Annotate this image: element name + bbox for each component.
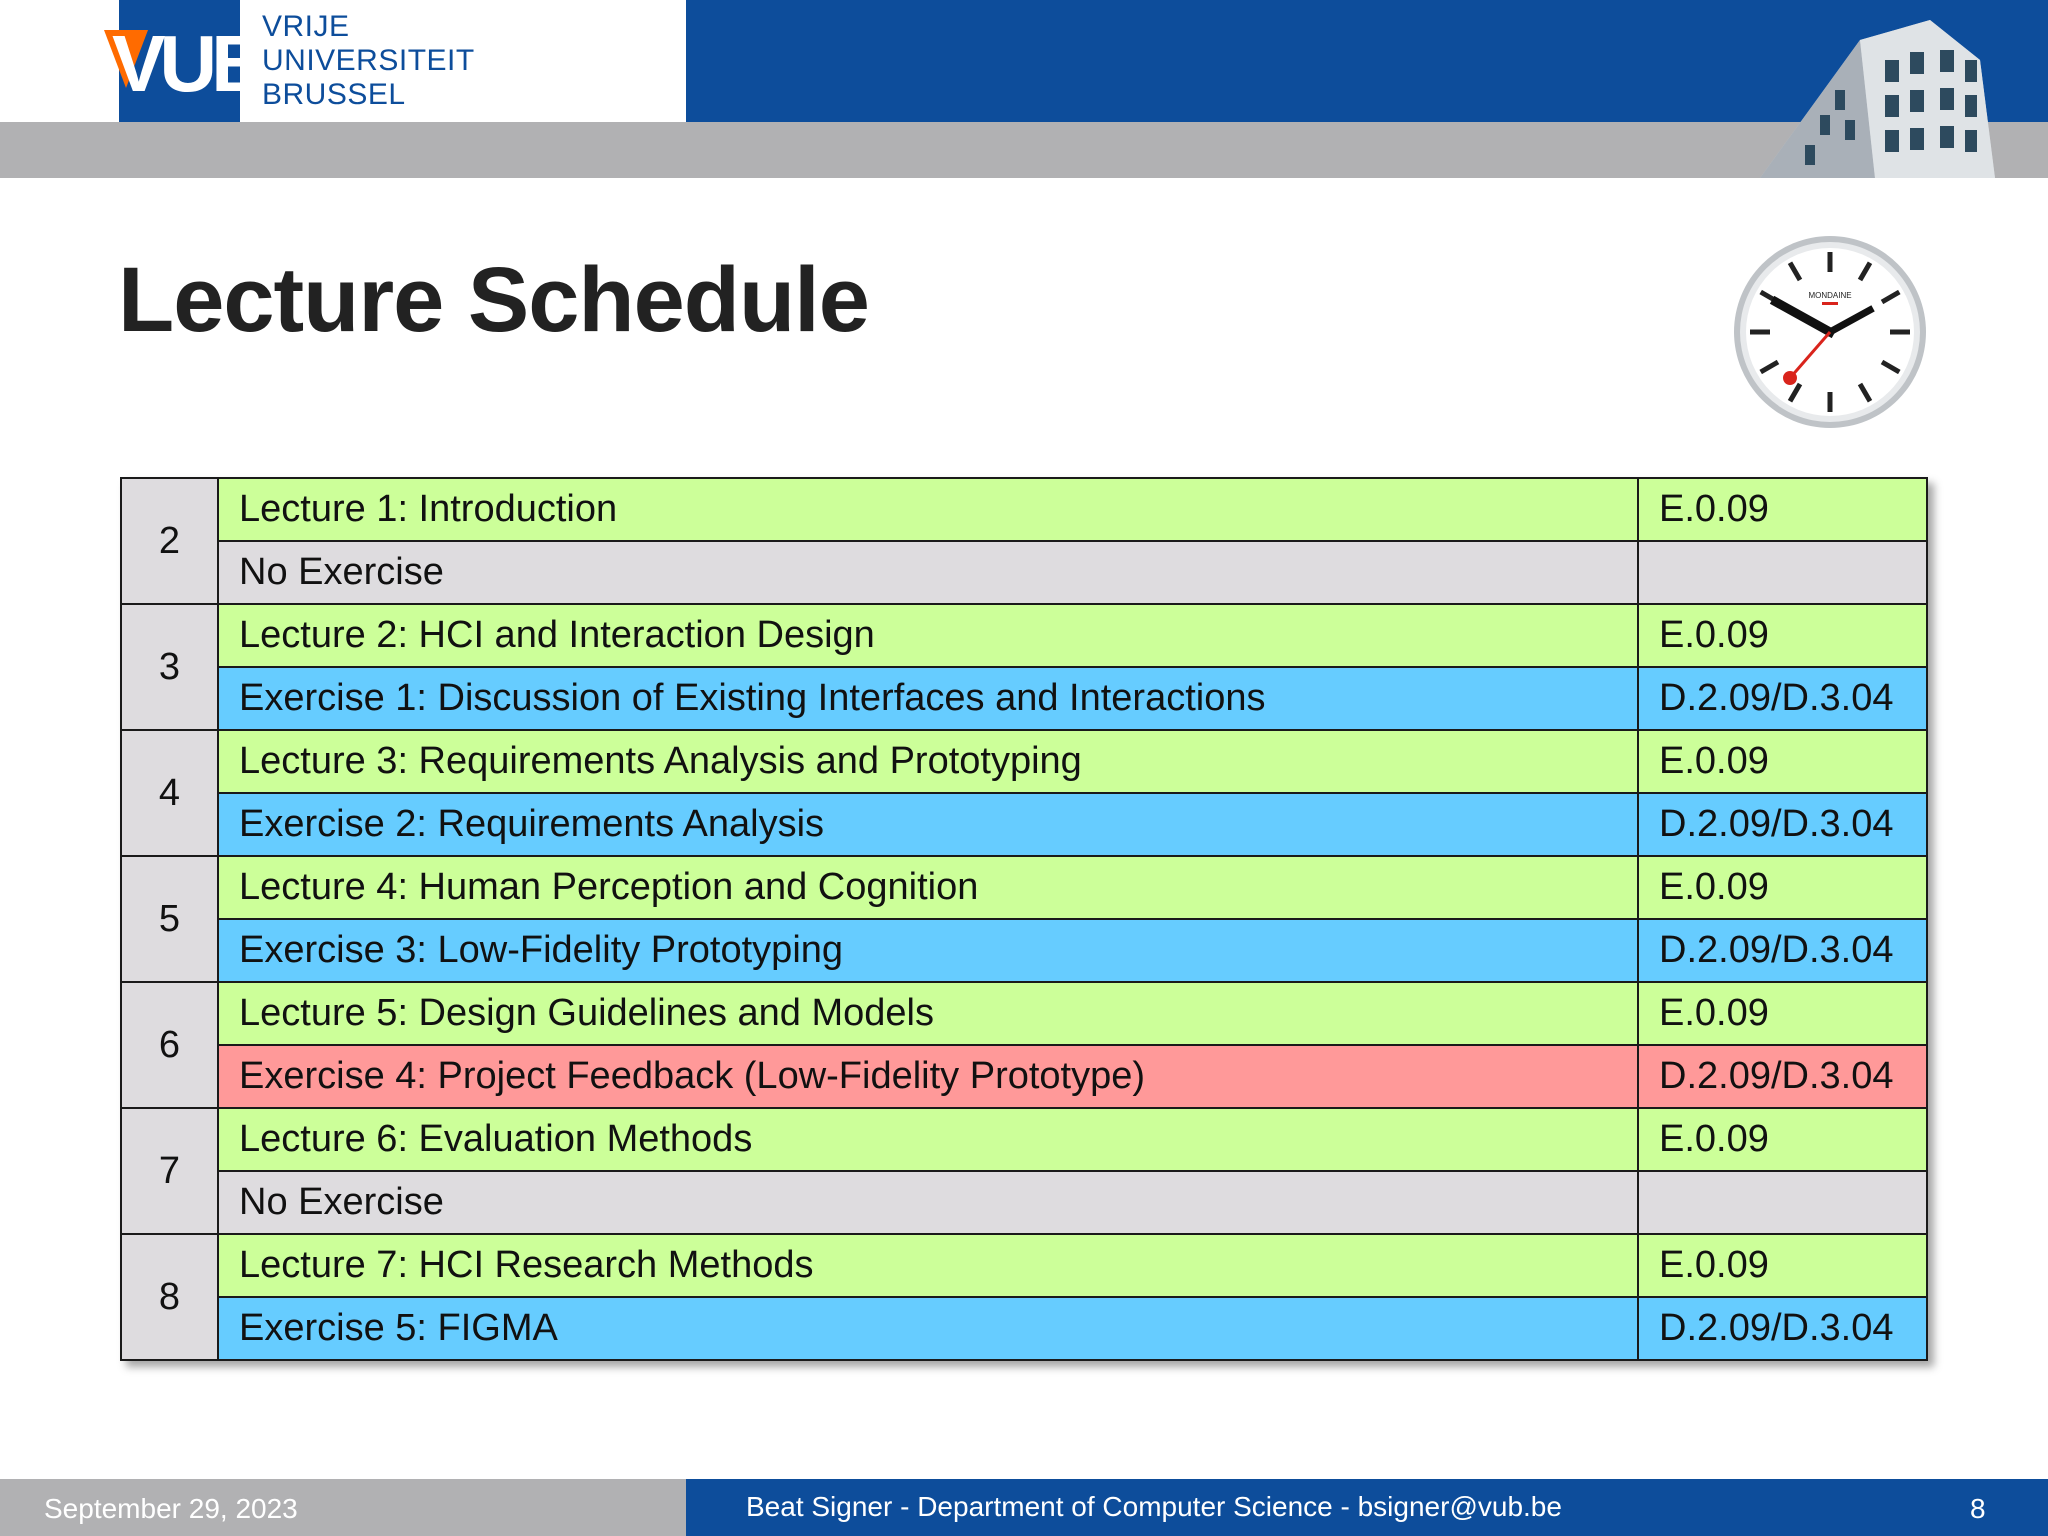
session-title-cell: Lecture 7: HCI Research Methods bbox=[218, 1234, 1638, 1297]
clock-brand: MONDAINE bbox=[1808, 291, 1852, 300]
table-row bbox=[121, 1234, 1927, 1297]
room-cell: D.2.09/D.3.04 bbox=[1638, 919, 1927, 982]
room-cell: E.0.09 bbox=[1638, 856, 1927, 919]
table-row bbox=[121, 793, 1927, 856]
week-number-cell: 3 bbox=[121, 604, 218, 730]
university-name-line: UNIVERSITEIT bbox=[262, 44, 475, 77]
page-title: Lecture Schedule bbox=[118, 249, 869, 351]
session-title-cell: Lecture 6: Evaluation Methods bbox=[218, 1108, 1638, 1171]
table-row bbox=[121, 982, 1927, 1045]
slide-header bbox=[0, 0, 2048, 178]
week-number-cell: 6 bbox=[121, 982, 218, 1108]
room-cell: D.2.09/D.3.04 bbox=[1638, 793, 1927, 856]
room-cell: E.0.09 bbox=[1638, 478, 1927, 541]
week-number-cell: 2 bbox=[121, 478, 218, 604]
university-name-line: VRIJE bbox=[262, 10, 350, 43]
week-number-cell: 4 bbox=[121, 730, 218, 856]
session-title-cell: Lecture 3: Requirements Analysis and Prototyping bbox=[218, 730, 1638, 793]
week-number-cell: 8 bbox=[121, 1234, 218, 1360]
footer-author-line: Beat Signer - Department of Computer Science - bsigner@vub.be bbox=[746, 1491, 1562, 1522]
table-row bbox=[121, 919, 1927, 982]
station-clock-icon bbox=[1730, 232, 1930, 432]
lecture-schedule-table bbox=[120, 477, 1928, 1361]
session-title-cell: No Exercise bbox=[218, 1171, 1638, 1234]
table-row bbox=[121, 1297, 1927, 1360]
room-cell: D.2.09/D.3.04 bbox=[1638, 667, 1927, 730]
table-row bbox=[121, 1171, 1927, 1234]
session-title-cell: Exercise 3: Low-Fidelity Prototyping bbox=[218, 919, 1638, 982]
table-row bbox=[121, 667, 1927, 730]
session-title-cell: Exercise 1: Discussion of Existing Interfaces and Interactions bbox=[218, 667, 1638, 730]
table-row bbox=[121, 478, 1927, 541]
session-title-cell: Exercise 5: FIGMA bbox=[218, 1297, 1638, 1360]
room-cell: E.0.09 bbox=[1638, 1108, 1927, 1171]
vub-logo-text: VUB bbox=[112, 19, 263, 108]
room-cell: E.0.09 bbox=[1638, 604, 1927, 667]
table-row bbox=[121, 1045, 1927, 1108]
table-row bbox=[121, 541, 1927, 604]
session-title-cell: Lecture 5: Design Guidelines and Models bbox=[218, 982, 1638, 1045]
university-name-line: BRUSSEL bbox=[262, 78, 406, 111]
week-number-cell: 7 bbox=[121, 1108, 218, 1234]
session-title-cell: Lecture 1: Introduction bbox=[218, 478, 1638, 541]
room-cell: D.2.09/D.3.04 bbox=[1638, 1297, 1927, 1360]
table-row bbox=[121, 1108, 1927, 1171]
session-title-cell: No Exercise bbox=[218, 541, 1638, 604]
room-cell bbox=[1638, 1171, 1927, 1234]
session-title-cell: Exercise 4: Project Feedback (Low-Fidelity Prototype) bbox=[218, 1045, 1638, 1108]
building-photo bbox=[1740, 0, 2000, 178]
table-row bbox=[121, 856, 1927, 919]
week-number-cell: 5 bbox=[121, 856, 218, 982]
room-cell bbox=[1638, 541, 1927, 604]
page-number: 8 bbox=[1970, 1493, 1986, 1524]
session-title-cell: Lecture 2: HCI and Interaction Design bbox=[218, 604, 1638, 667]
room-cell: E.0.09 bbox=[1638, 982, 1927, 1045]
table-row bbox=[121, 730, 1927, 793]
session-title-cell: Exercise 2: Requirements Analysis bbox=[218, 793, 1638, 856]
room-cell: E.0.09 bbox=[1638, 1234, 1927, 1297]
room-cell: E.0.09 bbox=[1638, 730, 1927, 793]
table-row bbox=[121, 604, 1927, 667]
footer-date: September 29, 2023 bbox=[44, 1493, 298, 1524]
session-title-cell: Lecture 4: Human Perception and Cognition bbox=[218, 856, 1638, 919]
room-cell: D.2.09/D.3.04 bbox=[1638, 1045, 1927, 1108]
university-name bbox=[262, 10, 475, 112]
